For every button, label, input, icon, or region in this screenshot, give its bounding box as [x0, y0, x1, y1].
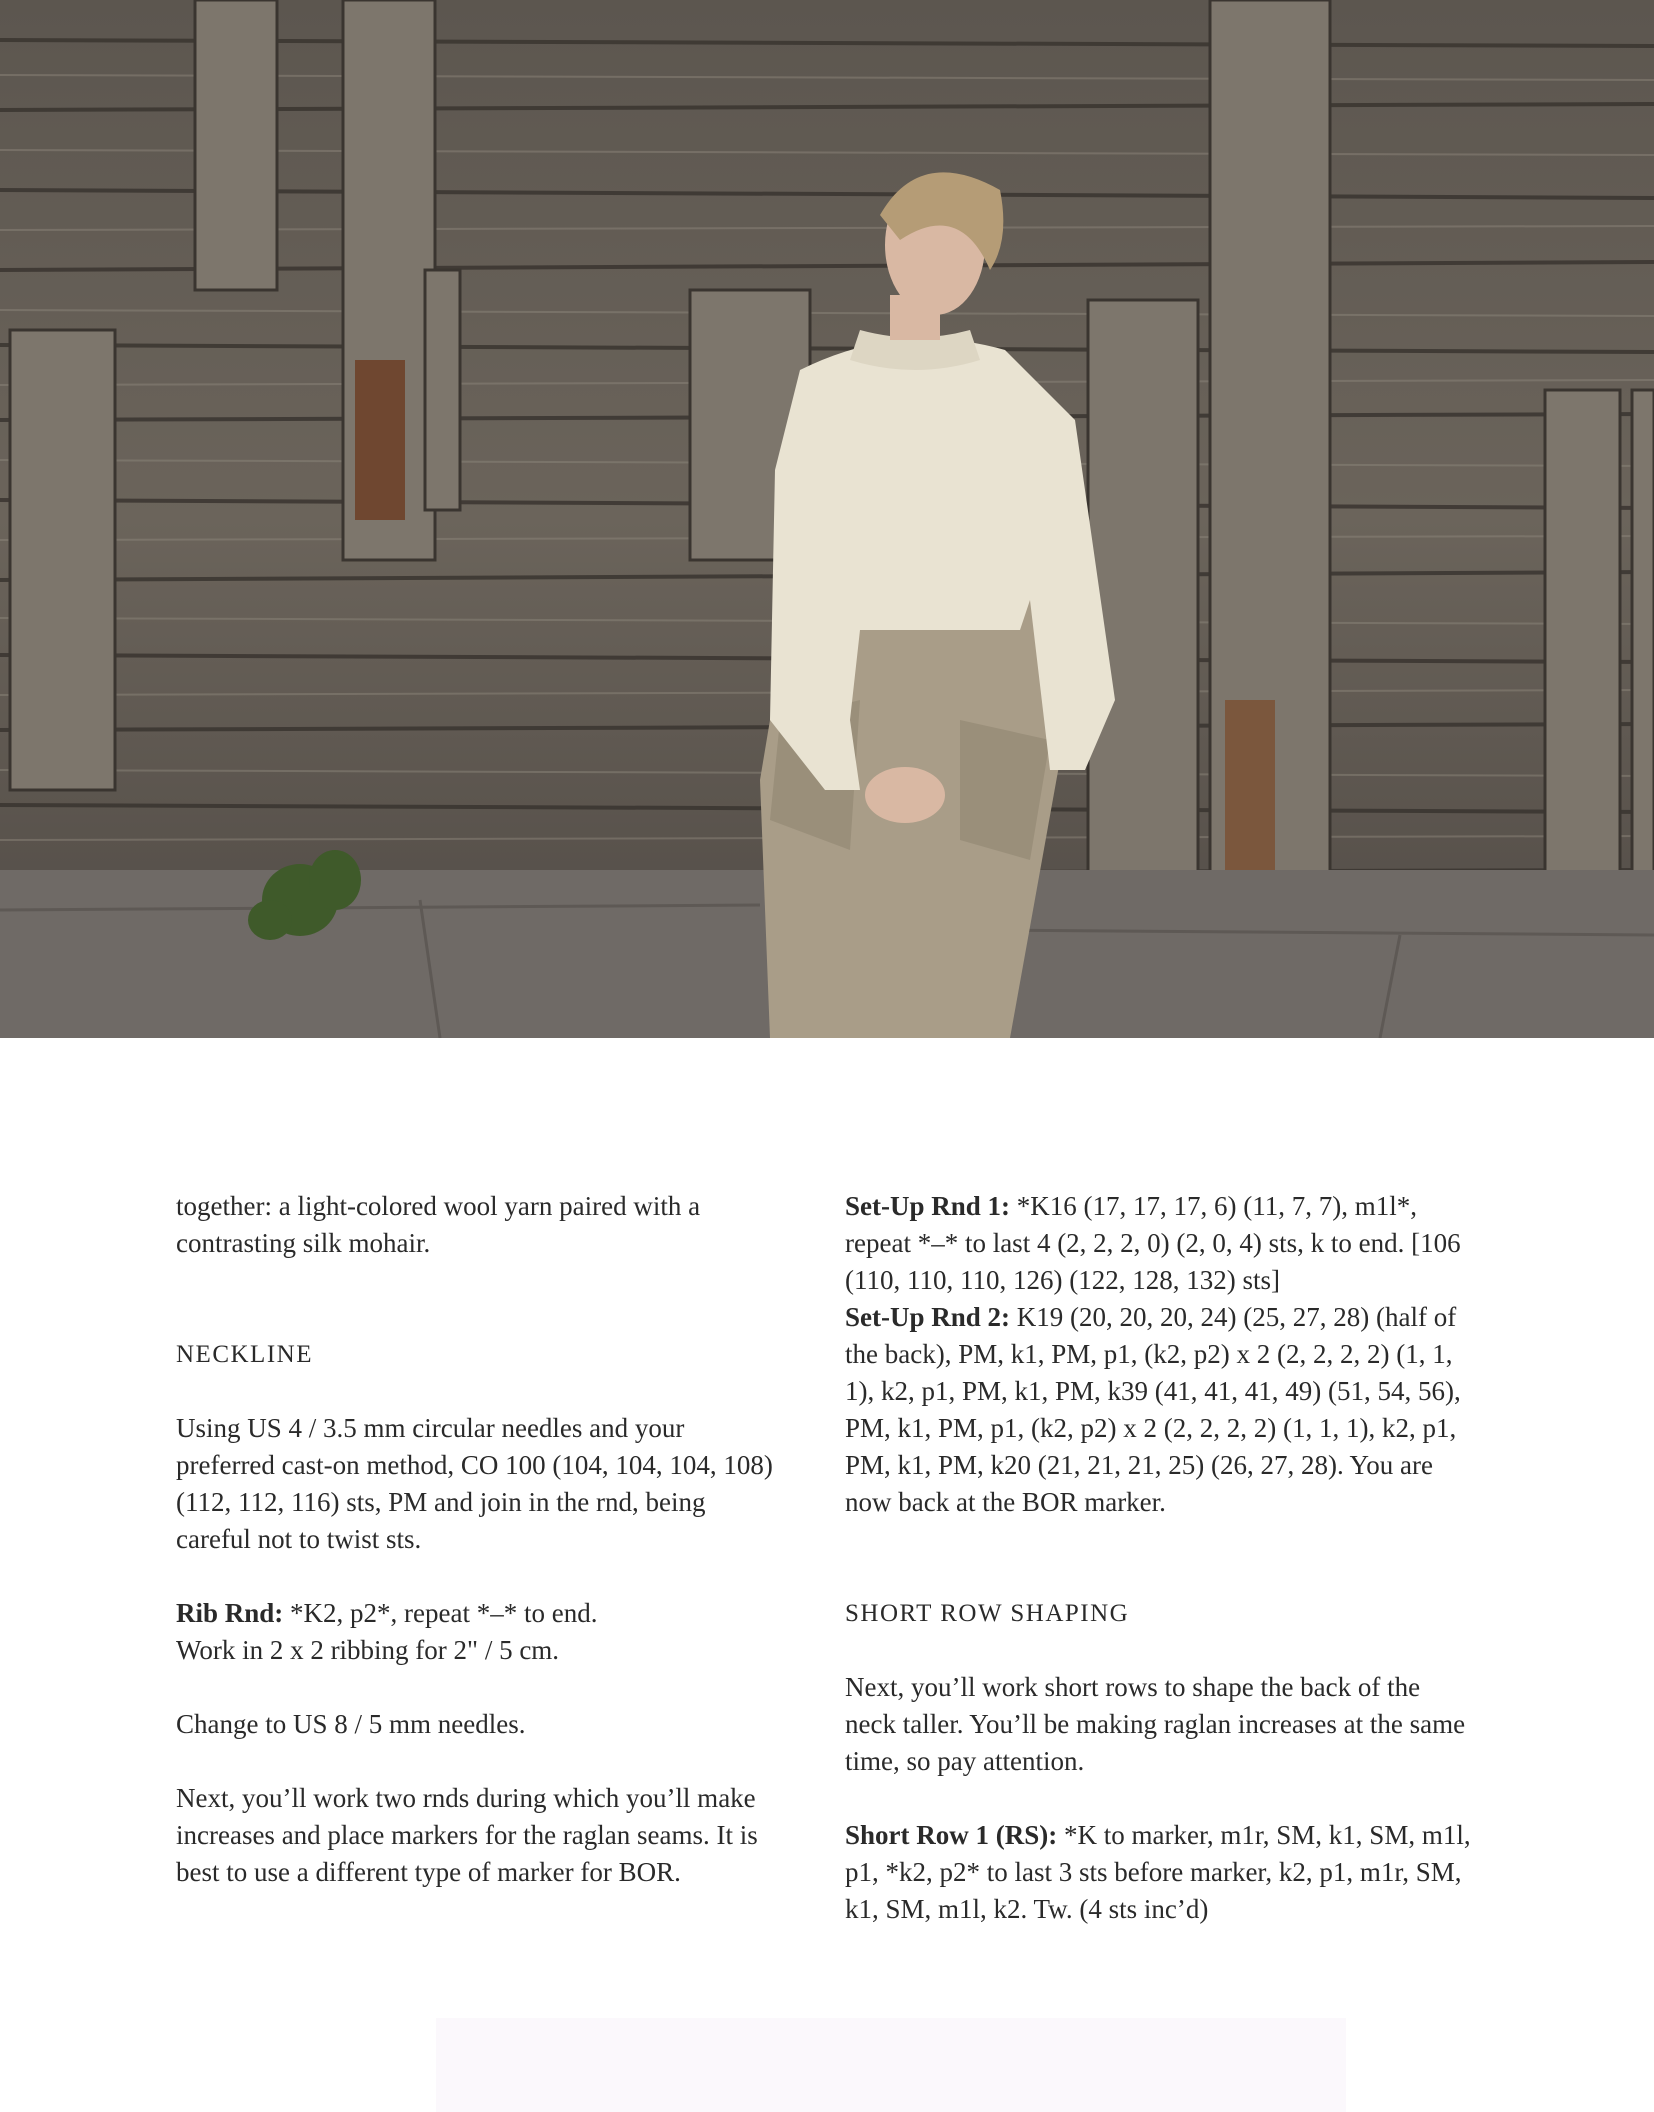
footer-panel [436, 2018, 1346, 2112]
left-column [176, 1188, 776, 1891]
rib-work-paragraph: Work in 2 x 2 ribbing for 2" / 5 cm. [176, 1635, 560, 1665]
setup-round-2-text: K19 (20, 20, 20, 24) (25, 27, 28) (half of the back), PM, k1, PM, p1, (k2, p2) x 2 (2, 2, 2, 2) (1, 1, 1), k2, p1, PM, k1, PM, k39 (41, 41, 41, 49) (51, 54, 56), PM, k1, PM, p1, (k2, p2) x 2 (2, 2, 2, 2) (1, 1, 1), k2, p1, PM, k1, PM, k20 (21, 21, 21, 25) (26, 27, 28). You are now back at the BOR marker. [845, 1302, 1461, 1517]
rib-round-text: *K2, p2*, repeat *–* to end. [283, 1598, 598, 1628]
raglan-increases-paragraph: Next, you’ll work two rnds during which you’ll make increases and place markers for the raglan seams. It is best to use a different type of marker for BOR. [176, 1783, 758, 1887]
setup-round-1-text: *K16 (17, 17, 17, 6) (11, 7, 7), m1l*, repeat *–* to last 4 (2, 2, 2, 0) (2, 0, 4) sts, k to end. [106 (110, 110, 110, 126) (122, 128, 132) sts] [845, 1191, 1461, 1295]
short-row-heading: SHORT ROW SHAPING [845, 1600, 1130, 1627]
photo-woman-wooden-wall-icon [0, 0, 1654, 1038]
setup-round-2-label: Set-Up Rnd 2: [845, 1302, 1011, 1332]
setup-round-1-label: Set-Up Rnd 1: [845, 1191, 1011, 1221]
rib-round-paragraph [176, 1595, 776, 1632]
short-row-1-paragraph [845, 1817, 1475, 1928]
short-row-1-text: *K to marker, m1r, SM, k1, SM, m1l, p1, *k2, p2* to last 3 sts before marker, k2, p1, m1r, SM, k1, SM, m1l, k2. Tw. (4 sts inc’d) [845, 1820, 1471, 1924]
intro-paragraph: together: a light-colored wool yarn paired with a contrasting silk mohair. [176, 1191, 701, 1258]
setup-round-2-paragraph [845, 1299, 1475, 1521]
rib-round-label: Rib Rnd: [176, 1598, 284, 1628]
short-row-1-label: Short Row 1 (RS): [845, 1820, 1058, 1850]
hero-photo [0, 0, 1654, 1038]
neckline-heading: NECKLINE [176, 1341, 313, 1368]
right-column [845, 1188, 1475, 1928]
short-row-intro-paragraph: Next, you’ll work short rows to shape the back of the neck taller. You’ll be making raglan increases at the same time, so pay attention. [845, 1672, 1466, 1776]
neckline-paragraph: Using US 4 / 3.5 mm circular needles and your preferred cast-on method, CO 100 (104, 104, 104, 108) (112, 112, 116) sts, PM and join in the rnd, being careful not to twist sts. [176, 1413, 773, 1554]
setup-round-1-paragraph [845, 1188, 1475, 1299]
change-needles-paragraph: Change to US 8 / 5 mm needles. [176, 1709, 526, 1739]
